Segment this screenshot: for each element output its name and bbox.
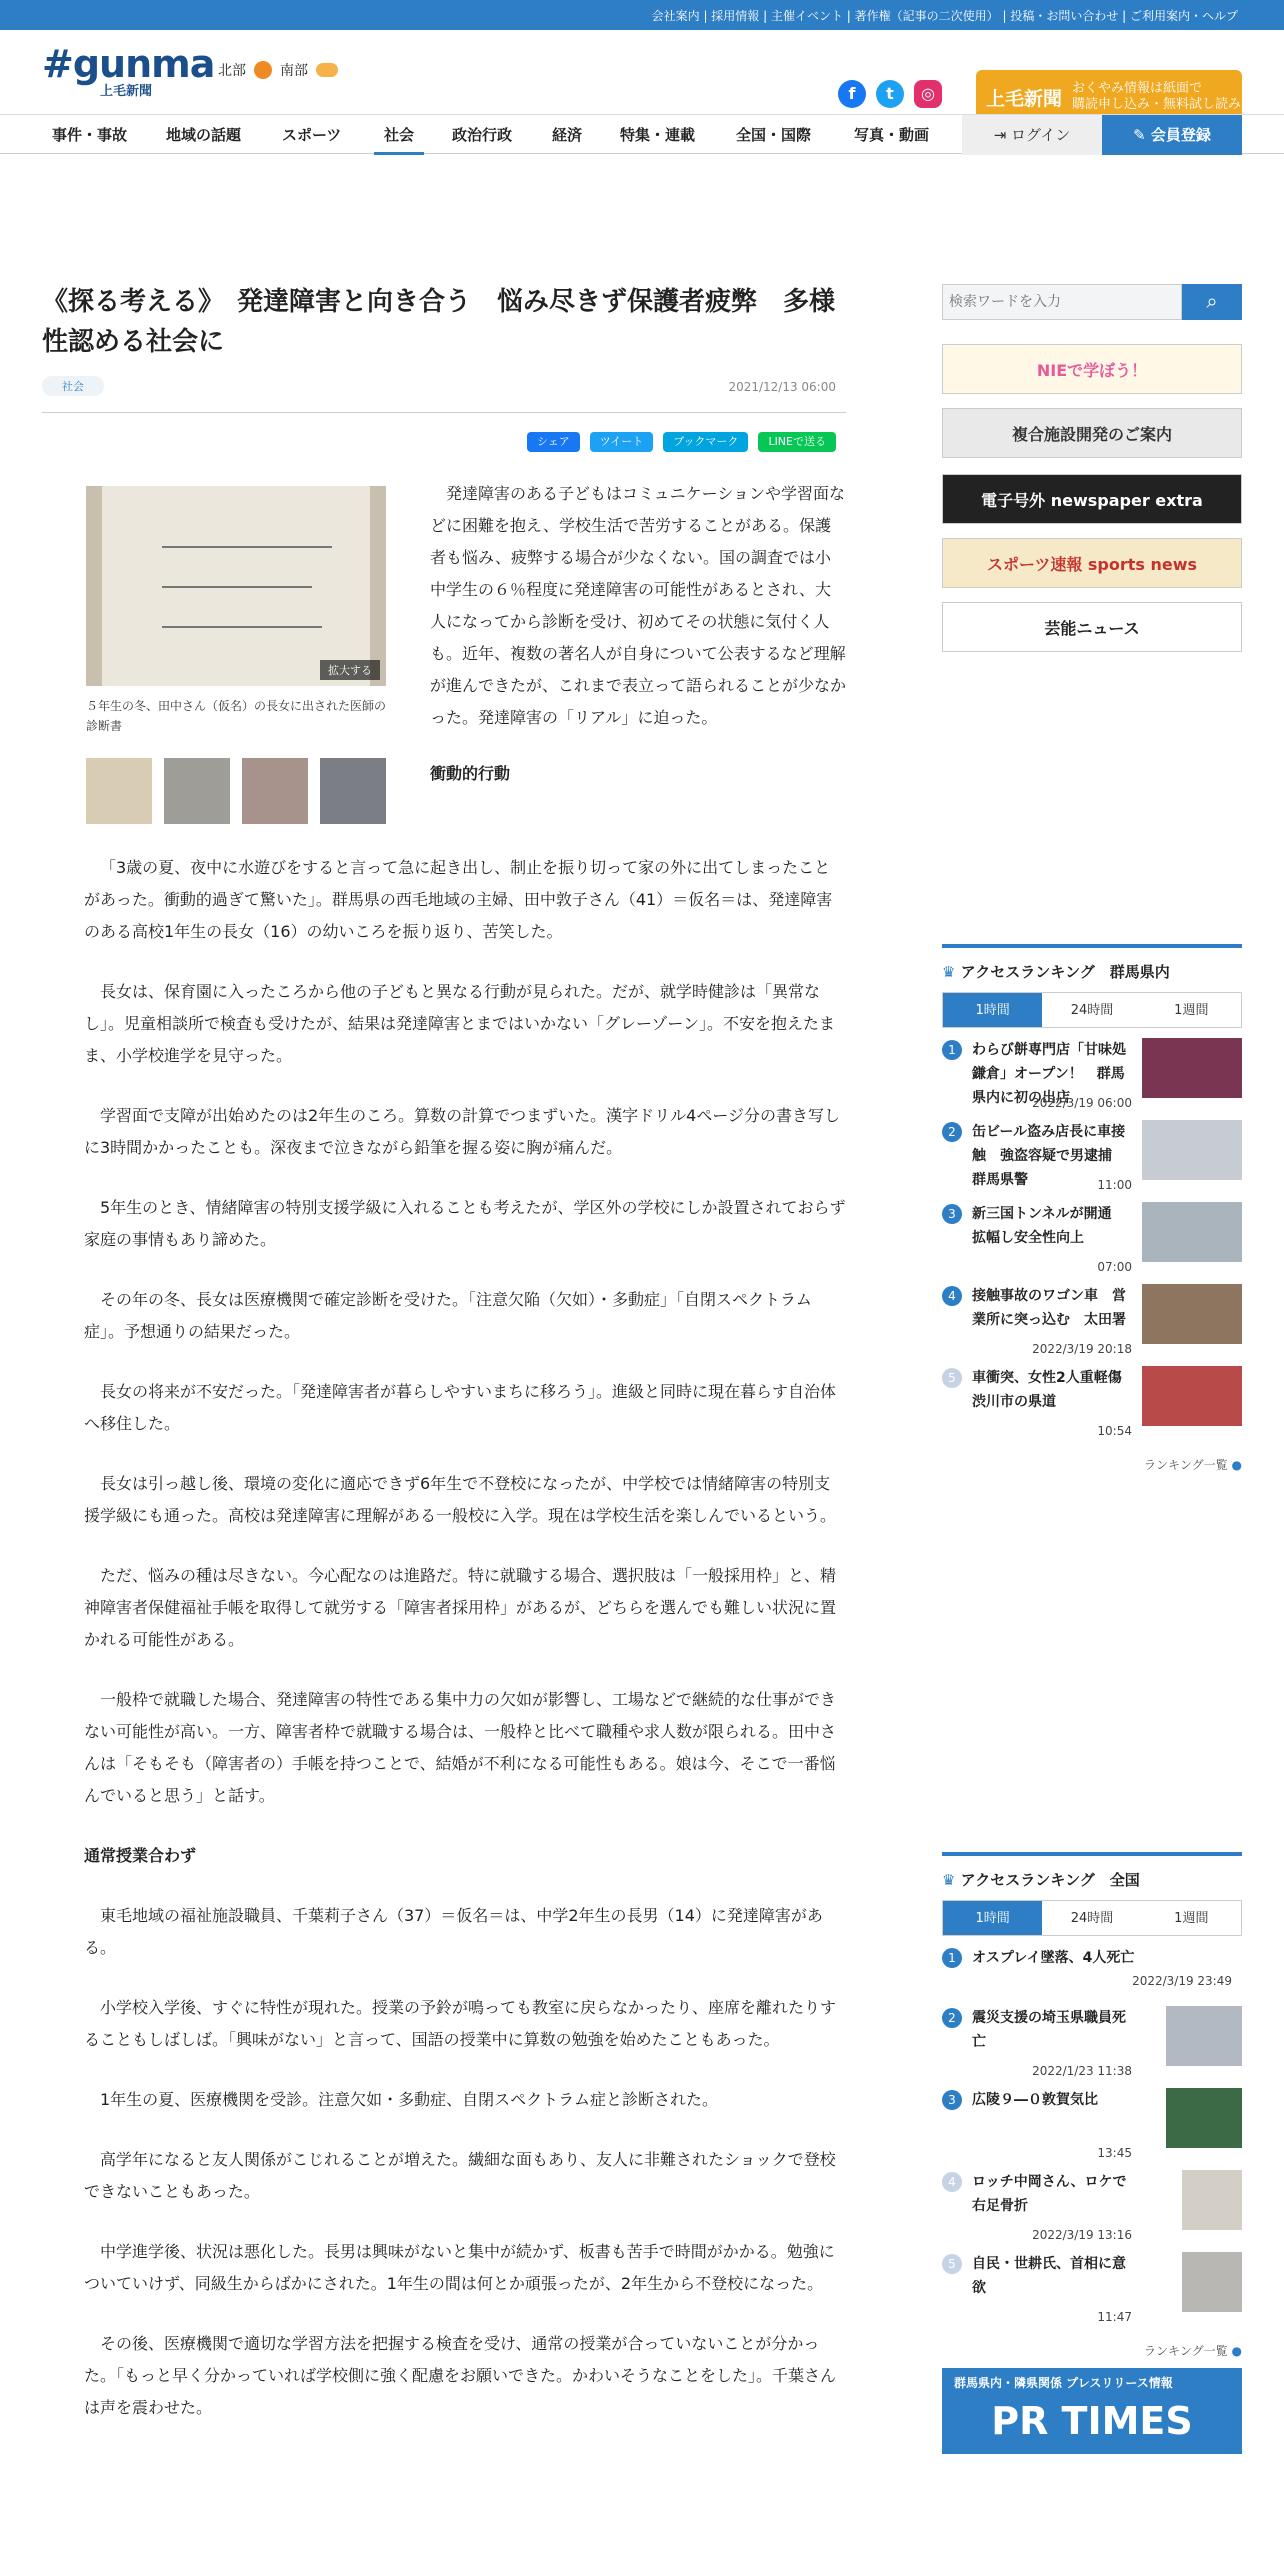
ranking-national [942,1852,1242,2359]
rank-title: 新三国トンネルが開通 拡幅し安全性向上 [972,1206,1126,1246]
paragraph: 5年生のとき、情緒障害の特別支援学級に入れることも考えたが、学区外の学校にしか設置されておらず家庭の事情もあり諦めた。 [84,1198,846,1249]
section-heading: 衝動的行動 [430,764,511,783]
rank-number: 5 [942,2254,962,2274]
ranking-tabs [942,1900,1242,1936]
ranking-more-link[interactable] [942,1456,1242,1473]
ranking-item[interactable] [942,2170,1242,2252]
rank-title: 接触事故のワゴン車 営業所に突っ込む 太田署 [972,1288,1126,1328]
login-button[interactable] [962,115,1102,155]
entertainment-banner[interactable]: 芸能ニュース [942,602,1242,652]
ranking-title: アクセスランキング 全国 [960,1871,1140,1889]
weather-widget [218,60,338,80]
photo-caption: ５年生の冬、田中さん（仮名）の長女に出された医師の診断書 [86,699,387,733]
search-input[interactable] [942,284,1182,320]
tab-24hours[interactable]: 24時間 [1070,1911,1114,1926]
nav-item-incidents[interactable]: 事件・事故 [52,126,128,144]
site-logo[interactable] [42,42,215,99]
ranking-thumbnail [1142,1038,1242,1098]
thumbnail[interactable] [320,758,386,824]
arrow-right-icon: ● [1227,1458,1242,1472]
rank-time: 11:00 [1097,1178,1132,1192]
pr-logo: PR TIMES [991,2399,1193,2443]
ranking-more-link[interactable] [942,2342,1242,2359]
nav-item-photo[interactable]: 写真・動画 [854,126,930,144]
divider [42,412,846,413]
subscribe-line2: 購読申し込み・無料試し読み [1072,97,1242,112]
section-heading: 通常授業合わず [84,1846,197,1865]
rank-number: 4 [942,1286,962,1306]
main-nav [0,114,1284,154]
top-utility-bar [0,0,1284,30]
site-header [0,30,1284,114]
category-badge[interactable]: 社会 [42,376,104,396]
sports-banner[interactable]: スポーツ速報 sports news [942,538,1242,588]
subscribe-line1: おくやみ情報は紙面で [1072,81,1203,96]
tab-1hour[interactable]: 1時間 [943,993,1042,1027]
rank-time: 10:54 [1097,1424,1132,1438]
rank-number: 3 [942,1204,962,1224]
paragraph: 学習面で支障が出始めたのは2年生のころ。算数の計算でつまずいた。漢字ドリル4ページ分の書き写しに3時間かかったことも。深夜まで泣きながら鉛筆を握る姿に胸が痛んだ。 [84,1106,841,1157]
rank-title: 缶ビール盗み店長に車接触 強盗容疑で男逮捕 群馬県警 [972,1124,1126,1188]
lead-paragraph [430,478,846,790]
nav-item-sports[interactable]: スポーツ [282,126,342,144]
facebook-share-button[interactable]: シェア [527,432,580,452]
nav-item-national[interactable]: 全国・国際 [736,126,812,144]
subscribe-brand: 上毛新聞 [986,87,1063,110]
share-buttons [527,432,836,452]
rank-number: 2 [942,1122,962,1142]
search-button[interactable] [1182,284,1242,320]
pr-caption: 群馬県内・隣県関係 プレスリリース情報 [954,2376,1173,2390]
thumbnail[interactable] [86,758,152,824]
diagnosis-document-image [102,486,370,686]
thumbnail[interactable] [164,758,230,824]
tab-1week[interactable]: 1週間 [1174,1911,1209,1926]
paragraph: その年の冬、長女は医療機関で確定診断を受けた。「注意欠陥（欠如）・多動症」「自閉スペクトラム症」。予想通りの結果だった。 [84,1290,812,1341]
ranking-header [942,1852,1242,1900]
ranking-title: アクセスランキング 群馬県内 [960,963,1170,981]
paragraph: ただ、悩みの種は尽きない。今心配なのは進路だ。特に就職する場合、選択肢は「一般採用枠」と、精神障害者保健福祉手帳を取得して就労する「障害者採用枠」があるが、どちらを選んでも難しい状況に置かれる可能性がある。 [84,1566,837,1649]
rank-number: 4 [942,2172,962,2192]
rank-number: 3 [942,2090,962,2110]
line-share-button[interactable]: LINEで送る [758,432,836,452]
rank-time: 2022/3/19 06:00 [1032,1096,1132,1110]
ranking-item[interactable] [942,2088,1242,2170]
tab-24hours[interactable]: 24時間 [1070,1003,1114,1018]
article-body [84,852,846,2452]
weather-north-label: 北部 [218,63,246,79]
ranking-thumbnail [1182,2252,1242,2312]
ranking-thumbnail [1142,1284,1242,1344]
ranking-item[interactable] [942,1366,1242,1448]
rank-time: 2022/3/19 13:16 [1032,2228,1132,2242]
article [42,282,847,2417]
rank-number: 2 [942,2008,962,2028]
twitter-icon[interactable]: t [876,80,904,108]
nav-item-local[interactable]: 地域の話題 [166,126,242,144]
paragraph: 一般枠で就職した場合、発達障害の特性である集中力の欠如が影響し、工場などで継続的な仕事ができない可能性が高い。一方、障害者枠で就職する場合は、一般枠と比べて職種や求人数が限られる。田中さんは「そもそも（障害者の）手帳を持つことで、結婚が不利になる可能性もある。娘は今、そこで一番悩んでいると思う」と話す。 [84,1690,837,1805]
crown-icon: ♛ [942,1871,961,1889]
ranking-item[interactable] [942,1284,1242,1366]
prtimes-banner[interactable] [942,2368,1242,2454]
rank-title: 震災支援の埼玉県職員死亡 [972,2010,1126,2050]
ranking-item[interactable] [942,2006,1242,2088]
weather-south-label: 南部 [280,63,308,79]
paragraph: 1年生の夏、医療機関を受診。注意欠如・多動症、自閉スペクトラム症と診断された。 [100,2090,719,2109]
ranking-thumbnail [1142,1366,1242,1426]
ranking-thumbnail [1166,2006,1242,2066]
cloudy-icon [316,63,338,77]
rank-title: わらび餅専門店「甘味処鎌倉」オープン！ 群馬県内に初の出店 [972,1042,1126,1106]
rank-time: 2022/3/19 23:49 [1132,1974,1232,1988]
arrow-right-icon: ● [1227,2344,1242,2358]
lead-text: 発達障害のある子どもはコミュニケーションや学習面などに困難を抱え、学校生活で苦労することがある。保護者も悩み、疲弊する場合が少なくない。国の調査では小中学生の６％程度に発達障害の可能性があるとされ、大人になってから診断を受け、初めてその状態に気付く人も。近年、複数の著名人が自身について公表するなど理解が進んできたが、これまで表立って語られることが少なかった。発達障害の「リアル」に迫った。 [430,484,847,727]
paragraph: 長女は引っ越し後、環境の変化に適応できず6年生で不登校になったが、中学校では情緒障害の特別支援学級にも通った。高校は発達障害に理解がある一般校に入学。現在は学校生活を楽しんでいるという。 [84,1474,837,1525]
paragraph: 中学進学後、状況は悪化した。長男は興味がないと集中が続かず、板書も苦手で時間がかかる。勉強についていけず、同級生からばかにされた。1年生の間は何とか頑張ったが、2年生から不登校になった。 [84,2242,835,2293]
rank-title: 広陵９―０敦賀気比 [972,2092,1098,2108]
photo-thumbnails [86,758,386,824]
ranking-thumbnail [1142,1202,1242,1262]
rank-title: オスプレイ墜落、4人死亡 [972,1950,1135,1966]
crown-icon: ♛ [942,963,961,981]
extra-banner[interactable]: 電子号外 newspaper extra [942,474,1242,524]
ranking-item[interactable] [942,1038,1242,1120]
search-box [942,284,1242,320]
ranking-tabs [942,992,1242,1028]
pencil-icon: ✎ [1133,126,1151,144]
nav-item-politics[interactable]: 政治行政 [452,126,513,144]
ranking-local [942,944,1242,1473]
handwriting-stroke [162,626,322,628]
rank-number: 1 [942,1040,962,1060]
paragraph: 長女は、保育園に入ったころから他の子どもと異なる行動が見られた。だが、就学時健診は「異常なし」。児童相談所で検査も受けたが、結果は発達障害とまではいかない「グレーゾーン」。不安を抱えたまま、小学校進学を見守った。 [84,982,836,1065]
rank-title: ロッチ中岡さん、ロケで右足骨折 [972,2174,1127,2214]
thumbnail[interactable] [242,758,308,824]
ranking-header [942,944,1242,992]
facebook-icon[interactable]: f [838,80,866,108]
paragraph: その後、医療機関で適切な学習方法を把握する検査を受け、通常の授業が合っていないことが分かった。「もっと早く分かっていれば学校側に強く配慮をお願いできた。かわいそうなことをした」。千葉さんは声を震わせた。 [84,2334,837,2417]
article-photo[interactable] [86,486,386,686]
rank-time: 13:45 [1097,2146,1132,2160]
rank-time: 07:00 [1097,1260,1132,1274]
social-links [838,80,942,108]
facility-banner[interactable]: 複合施設開発のご案内 [942,408,1242,458]
nav-item-economy[interactable]: 経済 [552,126,583,144]
logo-subtitle: 上毛新聞 [100,84,153,99]
login-icon: ⇥ [993,126,1012,144]
nav-item-society[interactable]: 社会 [374,115,424,155]
paragraph: 「3歳の夏、夜中に水遊びをすると言って急に起き出し、制止を振り切って家の外に出てしまったことがあった。衝動的過ぎて驚いた」。群馬県の西毛地域の主婦、田中敦子さん（41）＝仮名＝は、発達障害のある高校1年生の長女（16）の幼いころを振り返り、苦笑した。 [84,858,833,941]
rank-number: 5 [942,1368,962,1388]
ranking-thumbnail [1166,2088,1242,2148]
enlarge-button[interactable]: 拡大する [320,660,380,680]
search-icon: ⌕ [1206,289,1218,313]
tweet-button[interactable]: ツイート [590,432,653,452]
register-label: 会員登録 [1150,126,1211,144]
hatena-bookmark-button[interactable]: ブックマーク [663,432,748,452]
login-label: ログイン [1011,126,1071,144]
rank-title: 車衝突、女性2人重軽傷 渋川市の県道 [972,1370,1136,1410]
paragraph: 東毛地域の福祉施設職員、千葉莉子さん（37）＝仮名＝は、中学2年生の長男（14）に発達障害がある。 [84,1906,823,1957]
rank-time: 2022/3/19 20:18 [1032,1342,1132,1356]
rank-number: 1 [942,1948,962,1968]
article-title: 《探る考える》 発達障害と向き合う 悩み尽きず保護者疲弊 多様性認める社会に [42,287,836,357]
rank-title: 自民・世耕氏、首相に意欲 [972,2256,1126,2296]
tab-1week[interactable]: 1週間 [1174,1003,1209,1018]
rank-time: 2022/1/23 11:38 [1032,2064,1132,2078]
ranking-more-label: ランキング一覧 [1144,2344,1228,2358]
ranking-item[interactable] [942,2252,1242,2334]
ranking-thumbnail [1142,1120,1242,1180]
handwriting-stroke [162,586,312,588]
ranking-item[interactable] [942,1202,1242,1284]
ranking-item[interactable] [942,1946,1242,2006]
register-button[interactable] [1102,115,1242,155]
article-date: 2021/12/13 06:00 [728,380,836,394]
ranking-thumbnail [1182,2170,1242,2230]
tab-1hour[interactable]: 1時間 [943,1901,1042,1935]
paragraph: 高学年になると友人関係がこじれることが増えた。繊細な面もあり、友人に非難されたショックで登校できないこともあった。 [84,2150,836,2201]
logo-mark: #gunma [42,42,215,86]
utility-links[interactable]: 会社案内 | 採用情報 | 主催イベント | 著作権（記事の二次使用） | 投稿・お問い合わせ | ご利用案内・ヘルプ [651,8,1238,23]
sunny-icon [254,61,272,79]
rank-time: 11:47 [1097,2310,1132,2324]
paragraph: 長女の将来が不安だった。「発達障害者が暮らしやすいまちに移ろう」。進級と同時に現在暮らす自治体へ移住した。 [84,1382,837,1433]
handwriting-stroke [162,546,332,548]
nie-banner[interactable]: NIEで学ぼう！ [942,344,1242,394]
instagram-icon[interactable]: ◎ [914,80,942,108]
nav-item-features[interactable]: 特集・連載 [620,126,696,144]
ranking-more-label: ランキング一覧 [1144,1458,1228,1472]
paragraph: 小学校入学後、すぐに特性が現れた。授業の予鈴が鳴っても教室に戻らなかったり、座席を離れたりすることもしばしば。「興味がない」と言って、国語の授業中に算数の勉強を始めたこともあった。 [84,1998,837,2049]
ranking-item[interactable] [942,1120,1242,1202]
